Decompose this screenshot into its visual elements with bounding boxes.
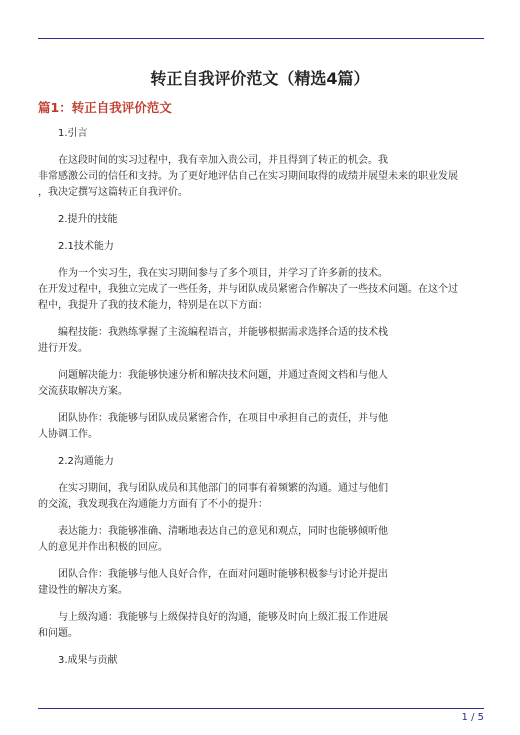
section-heading: 2.2沟通能力 bbox=[58, 456, 114, 467]
body-paragraph: 问题解决能力：我能够快速分析和解决技术问题，并通过查阅文档和与他人 交流获取解决方案。 bbox=[38, 370, 388, 397]
footer-rule bbox=[38, 708, 484, 709]
body-paragraph: 在实习期间，我与团队成员和其他部门的同事有着频繁的沟通。通过与他们 的交流，我发现我在沟通能力方面有了不小的提升： bbox=[38, 483, 388, 510]
body-paragraph: 团队协作：我能够与团队成员紧密合作，在项目中承担自己的责任，并与他 人协调工作。 bbox=[38, 413, 388, 440]
document-body bbox=[38, 126, 482, 680]
section-heading: 3.成果与贡献 bbox=[58, 655, 118, 666]
page-number: 1 / 5 bbox=[461, 712, 484, 723]
section-heading: 2.1技术能力 bbox=[58, 241, 114, 252]
document-title: 转正自我评价范文（精选4篇） bbox=[150, 69, 370, 88]
section-title: 篇1：转正自我评价范文 bbox=[38, 100, 172, 115]
section-heading: 2.提升的技能 bbox=[58, 214, 118, 225]
body-paragraph: 表达能力：我能够准确、清晰地表达自己的意见和观点，同时也能够倾听他 人的意见并作出积极的回应。 bbox=[38, 526, 388, 553]
body-paragraph: 编程技能：我熟练掌握了主流编程语言，并能够根据需求选择合适的技术栈 进行开发。 bbox=[38, 327, 388, 354]
body-paragraph: 与上级沟通：我能够与上级保持良好的沟通，能够及时向上级汇报工作进展 和问题。 bbox=[38, 612, 388, 639]
body-paragraph: 作为一个实习生，我在实习期间参与了多个项目，并学习了许多新的技术。 在开发过程中，我独立完成了一些任务，并与团队成员紧密合作解决了一些技术问题。在这个过 程中，我提升了我的技术能力，特别是在以下方面： bbox=[38, 268, 458, 311]
section-heading: 1.引言 bbox=[58, 128, 88, 139]
body-paragraph: 团队合作：我能够与他人良好合作，在面对问题时能够积极参与讨论并提出 建设性的解决方案。 bbox=[38, 569, 388, 596]
header-rule bbox=[38, 38, 484, 39]
body-paragraph: 在这段时间的实习过程中，我有幸加入贵公司，并且得到了转正的机会。我 非常感激公司的信任和支持。为了更好地评估自己在实习期间取得的成绩并展望未来的职业发展 ，我决定撰写这篇转正自我评价。 bbox=[38, 155, 458, 198]
